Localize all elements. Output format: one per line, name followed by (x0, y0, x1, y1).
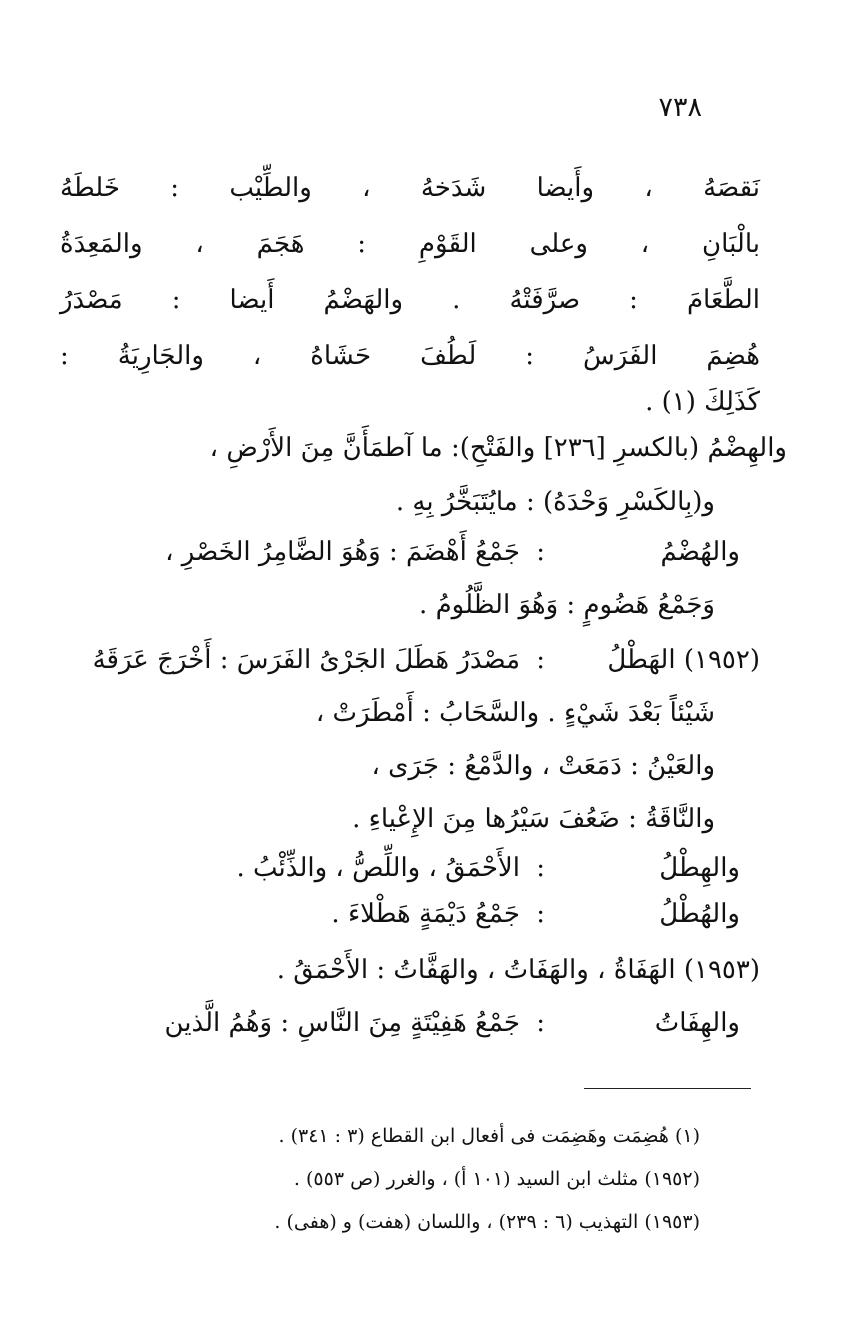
footnote: (١) هُضِمَت وهَضِمَت فى أفعال ابن القطاع (٣ : ٣٤١) . (278, 1125, 700, 1147)
text-line: كَذَلِكَ (١) . (645, 387, 760, 417)
entry-headword: والهُطْلُ (659, 899, 740, 929)
entry-definition: جَمْعُ دَيْمَةٍ هَطْلاءَ . (331, 899, 520, 929)
entry-headword: والهُضْمُ (660, 537, 740, 567)
text-line: و(بِالكَسْرِ وَحْدَهُ) : مايُتَبَخَّرُ بِهِ . (395, 487, 715, 517)
text-line: والعَيْنُ : دَمَعَتْ ، والدَّمْعُ : جَرَى ، (371, 751, 715, 781)
entry-headword: والهِفَاتُ (654, 1008, 740, 1038)
dictionary-entry-hifat (60, 1003, 760, 1043)
entry-headword: والهِطْلُ (659, 853, 740, 883)
dictionary-entry-hutl (60, 894, 760, 934)
entry-definition: الأَحْمَقُ ، واللِّصُّ ، والذِّئْبُ . (236, 853, 520, 883)
text-line: شَيْئاً بَعْدَ شَيْءٍ . والسَّحَابُ : أَمْطَرَتْ ، (315, 698, 715, 728)
text-line: الطَّعَامَ : صرَّفَتْهُ . والهَضْمُ أَيضا : مَصْدَرُ (60, 285, 760, 315)
entry-separator: : (536, 899, 545, 929)
entry-definition: جَمْعُ هَفِيْتَةٍ مِنَ النَّاسِ : وَهُمُ الَّذين (164, 1008, 520, 1038)
text-line: بالْبَانِ ، وعلى القَوْمِ : هَجَمَ ، والمَعِدَةُ (60, 229, 760, 259)
entry-definition: جَمْعُ أَهْضَمَ : وَهُوَ الضَّامِرُ الخَصْرِ ، (165, 537, 520, 567)
dictionary-entry-hudum (60, 532, 760, 572)
dictionary-entry-1953: (١٩٥٣) الهَفَاةُ ، والهَفَاتُ ، والهَفَّاتُ : الأَحْمَقُ . (276, 955, 760, 985)
footnote-divider (584, 1088, 751, 1089)
footnote: (١٩٥٣) التهذيب (٦ : ٢٣٩) ، واللسان (هفت) و (هفى) . (274, 1211, 700, 1233)
text-line: وَجَمْعُ هَضُومٍ : وَهُوَ الظَّلُومُ . (419, 590, 715, 620)
text-line: نَقصَهُ ، وأَيضا شَدَخهُ ، والطِّيْب : خَلطَهُ (60, 173, 760, 203)
entry-separator: : (536, 537, 545, 567)
text-line: والنَّاقَةُ : ضَعُفَ سَيْرُها مِنَ الإِعْياءِ . (352, 804, 715, 834)
entry-separator: : (536, 1008, 545, 1038)
dictionary-entry-hitl (60, 848, 760, 888)
entry-separator: : (536, 853, 545, 883)
text-line: والهِضْمُ (بالكسرِ [٢٣٦] والفَتْحِ): ما آطمَأَنَّ مِنَ الأَرْضِ ، (209, 433, 787, 463)
page-number: ٧٣٨ (658, 92, 702, 123)
entry-separator: : (536, 645, 545, 675)
footnote: (١٩٥٢) مثلث ابن السيد (١٠١ أ) ، والغرر (ص ٥٥٣) . (293, 1168, 700, 1190)
entry-headword: (١٩٥٢) الهَطْلُ (607, 645, 760, 675)
text-line: هُضِمَ الفَرَسُ : لَطُفَ حَشَاهُ ، والجَارِيَةُ : (60, 341, 760, 371)
entry-definition: مَصْدَرُ هَطَلَ الجَرْىُ الفَرَسَ : أَخْرَجَ عَرَقَهُ (92, 645, 520, 675)
dictionary-entry-1952 (60, 640, 760, 680)
